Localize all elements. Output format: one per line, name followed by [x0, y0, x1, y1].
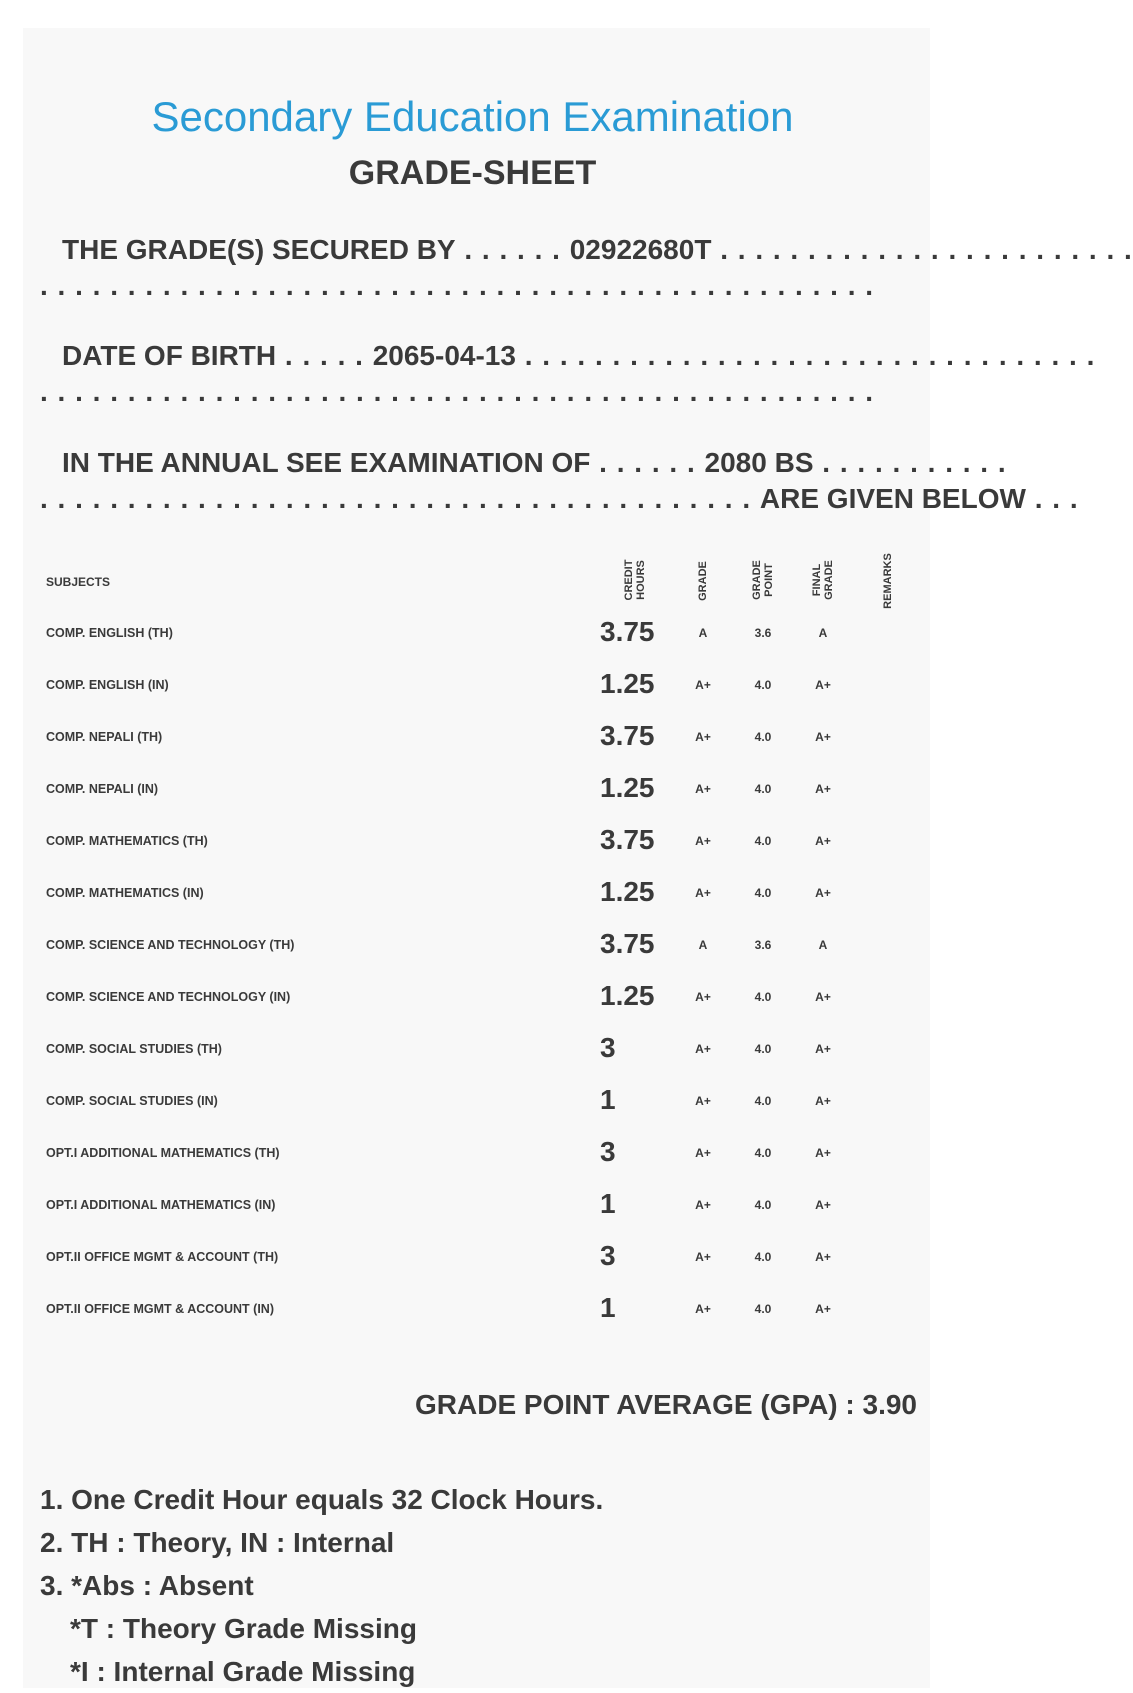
grade-point-cell: 4.0	[754, 834, 772, 848]
grade-cell: A+	[695, 782, 711, 796]
header-grade: GRADE	[697, 561, 709, 601]
subject-cell: OPT.II OFFICE MGMT & ACCOUNT (TH)	[46, 1250, 279, 1264]
grade-cell: A	[698, 938, 708, 952]
table-row	[0, 1030, 945, 1070]
secured-by-line: THE GRADE(S) SECURED BY . . . . . . 02922680T . . . . . . . . . . . . . . . . . . . . . . . .	[40, 233, 910, 267]
final-grade-cell: A+	[815, 1146, 831, 1160]
gpa-value: 3.90	[862, 1389, 917, 1420]
dob-line: DATE OF BIRTH . . . . . 2065-04-13 . . . . . . . . . . . . . . . . . . . . . . . . . . . . . . . . .	[40, 339, 910, 373]
header-credit-hours: CREDIT HOURS	[623, 559, 647, 601]
credit-hours-cell: 1.25	[600, 876, 655, 907]
subject-cell: OPT.I ADDITIONAL MATHEMATICS (IN)	[46, 1198, 276, 1212]
subject-cell: OPT.II OFFICE MGMT & ACCOUNT (IN)	[46, 1302, 274, 1316]
subject-cell: COMP. NEPALI (TH)	[46, 730, 163, 744]
table-row	[0, 978, 945, 1018]
table-row	[0, 666, 945, 706]
subject-cell: COMP. MATHEMATICS (IN)	[46, 886, 204, 900]
final-grade-cell: A+	[815, 678, 831, 692]
final-grade-cell: A	[818, 626, 828, 640]
note-item: *T : Theory Grade Missing	[70, 1613, 417, 1644]
final-grade-cell: A	[818, 938, 828, 952]
gpa-label: GRADE POINT AVERAGE (GPA) :	[415, 1389, 855, 1420]
dotted-line: . . . . . . . . . . . . . . . . . . . . . . . . . . . . . . . . . . . . . . . . . . . . . . . .	[40, 376, 875, 407]
final-grade-cell: A+	[815, 730, 831, 744]
table-row	[0, 718, 945, 758]
final-grade-cell: A+	[815, 886, 831, 900]
header-subjects: SUBJECTS	[46, 575, 111, 589]
table-row	[0, 1238, 945, 1278]
final-grade-cell: A+	[815, 1250, 831, 1264]
exam-label: IN THE ANNUAL SEE EXAMINATION OF	[62, 447, 591, 478]
grade-point-cell: 4.0	[754, 782, 772, 796]
note-item: 3. *Abs : Absent	[40, 1570, 254, 1601]
subject-cell: COMP. SOCIAL STUDIES (TH)	[46, 1042, 222, 1056]
grade-point-cell: 4.0	[754, 1094, 772, 1108]
header-remarks: REMARKS	[882, 553, 894, 609]
given-below-line: . . . . . . . . . . . . . . . . . . . . . . . . . . . . . . . . . . . . . . . . . ARE GIVEN BELOW . . .	[40, 483, 1079, 514]
grade-point-cell: 3.6	[754, 626, 772, 640]
credit-hours-cell: 1.25	[600, 668, 655, 699]
exam-line: IN THE ANNUAL SEE EXAMINATION OF . . . . . . 2080 BS . . . . . . . . . . .	[40, 446, 910, 480]
final-grade-cell: A+	[815, 1198, 831, 1212]
grade-point-cell: 4.0	[754, 730, 772, 744]
grade-cell: A+	[695, 1198, 711, 1212]
credit-hours-cell: 1	[600, 1188, 616, 1219]
symbol-number: 02922680T	[569, 234, 712, 265]
note-item: 2. TH : Theory, IN : Internal	[40, 1527, 395, 1558]
grade-cell: A+	[695, 1042, 711, 1056]
final-grade-cell: A+	[815, 1042, 831, 1056]
grade-point-cell: 4.0	[754, 990, 772, 1004]
table-row	[0, 822, 945, 862]
grade-cell: A	[698, 626, 708, 640]
table-row	[0, 1290, 945, 1330]
subject-cell: COMP. SCIENCE AND TECHNOLOGY (TH)	[46, 938, 295, 952]
grade-cell: A+	[695, 990, 711, 1004]
subject-cell: COMP. NEPALI (IN)	[46, 782, 159, 796]
credit-hours-cell: 1.25	[600, 772, 655, 803]
subject-cell: COMP. MATHEMATICS (TH)	[46, 834, 208, 848]
sheet-title: GRADE-SHEET	[348, 154, 597, 192]
credit-hours-cell: 3.75	[600, 928, 655, 959]
final-grade-cell: A+	[815, 782, 831, 796]
final-grade-cell: A+	[815, 1094, 831, 1108]
grade-point-cell: 4.0	[754, 1042, 772, 1056]
credit-hours-cell: 1	[600, 1292, 616, 1323]
note-item: *I : Internal Grade Missing	[70, 1656, 416, 1687]
grade-cell: A+	[695, 1146, 711, 1160]
grade-point-cell: 4.0	[754, 886, 772, 900]
subject-cell: COMP. ENGLISH (IN)	[46, 678, 169, 692]
credit-hours-cell: 3.75	[600, 824, 655, 855]
grade-cell: A+	[695, 678, 711, 692]
subject-cell: COMP. SCIENCE AND TECHNOLOGY (IN)	[46, 990, 291, 1004]
table-row	[0, 874, 945, 914]
final-grade-cell: A+	[815, 990, 831, 1004]
table-row	[0, 1186, 945, 1226]
note-item: 1. One Credit Hour equals 32 Clock Hours.	[40, 1484, 604, 1515]
grade-point-cell: 4.0	[754, 1146, 772, 1160]
final-grade-cell: A+	[815, 1302, 831, 1316]
subject-cell: COMP. ENGLISH (TH)	[46, 626, 173, 640]
grade-cell: A+	[695, 886, 711, 900]
credit-hours-cell: 3.75	[600, 616, 655, 647]
dob-label: DATE OF BIRTH	[62, 340, 277, 371]
table-row	[0, 614, 945, 654]
header-grade-point: GRADE POINT	[751, 560, 775, 600]
grade-point-cell: 4.0	[754, 678, 772, 692]
exam-title: Secondary Education Examination	[151, 93, 794, 140]
grade-point-cell: 3.6	[754, 938, 772, 952]
gpa-line	[415, 1388, 917, 1422]
credit-hours-cell: 1.25	[600, 980, 655, 1011]
grade-point-cell: 4.0	[754, 1250, 772, 1264]
exam-year: 2080 BS	[704, 447, 814, 478]
grade-cell: A+	[695, 1094, 711, 1108]
table-row	[0, 926, 945, 966]
notes-list	[40, 1478, 603, 1693]
credit-hours-cell: 1	[600, 1084, 616, 1115]
table-row	[0, 1082, 945, 1122]
secured-by-label: THE GRADE(S) SECURED BY	[62, 234, 456, 265]
table-row	[0, 1134, 945, 1174]
dotted-line: . . . . . . . . . . . . . . . . . . . . . . . . . . . . . . . . . . . . . . . . . . . . . . . .	[40, 270, 875, 301]
final-grade-cell: A+	[815, 834, 831, 848]
subject-cell: COMP. SOCIAL STUDIES (IN)	[46, 1094, 218, 1108]
grade-cell: A+	[695, 1250, 711, 1264]
table-row	[0, 770, 945, 810]
subject-cell: OPT.I ADDITIONAL MATHEMATICS (TH)	[46, 1146, 280, 1160]
grade-point-cell: 4.0	[754, 1198, 772, 1212]
given-below-text: ARE GIVEN BELOW	[759, 483, 1026, 514]
dob-value: 2065-04-13	[372, 340, 516, 371]
grade-cell: A+	[695, 834, 711, 848]
credit-hours-cell: 3	[600, 1136, 616, 1167]
grade-point-cell: 4.0	[754, 1302, 772, 1316]
credit-hours-cell: 3	[600, 1240, 616, 1271]
grade-cell: A+	[695, 730, 711, 744]
grade-cell: A+	[695, 1302, 711, 1316]
credit-hours-cell: 3	[600, 1032, 616, 1063]
header-final-grade: FINAL GRADE	[811, 560, 835, 600]
credit-hours-cell: 3.75	[600, 720, 655, 751]
